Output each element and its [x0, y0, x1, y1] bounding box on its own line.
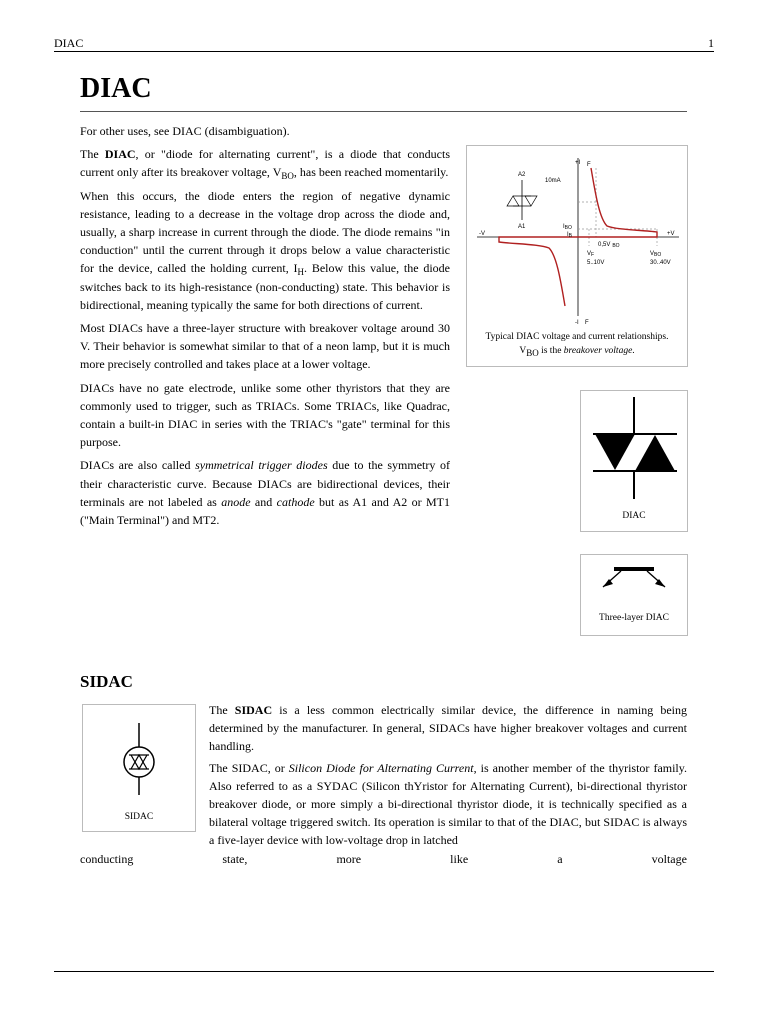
three-layer-diac-symbol [581, 555, 687, 605]
three-layer-diac-figure[interactable] [580, 554, 688, 636]
paragraph-gate: DIACs have no gate electrode, unlike some other thyristors that they are commonly used to trigger, such as TRIACs. Some TRIACs, like Quadrac, contain a built-in DIAC in series with the TRIAC's "gate" terminal for this purpose. [80, 380, 450, 450]
sidac-heading: SIDAC [80, 672, 133, 691]
label-minus-v: -V [479, 231, 485, 237]
label-plus-v: +V [667, 231, 675, 237]
label-10ma: 10mA [545, 178, 561, 184]
label-f-bottom: F [585, 320, 589, 324]
sidac-paragraph-2: The SIDAC, or Silicon Diode for Alternating Current, is another member of the thyristor family. Also referred to as a SYDAC (Silicon thYristor for Alternating Current), bi-directional thyristor breakover diode, or more simply a bi-directional thyristor diode, it is technically specified as a bilateral voltage triggered switch. Its operation is similar to that of the DIAC, but SIDAC is always a five-layer device with low-voltage drop in latched [209, 760, 687, 848]
diac-triangle-down [595, 434, 635, 470]
label-f-top: F [587, 162, 591, 168]
mini-diac-triangle [525, 196, 537, 206]
page-number: 1 [708, 36, 714, 50]
label-i-bo: IBO [563, 224, 572, 231]
label-v-bo-range: 30..40V [650, 260, 671, 266]
label-v-bo-small: 0,5V BO [598, 242, 620, 249]
paragraph-conduction: When this occurs, the diode enters the region of negative dynamic resistance, leading to a decrease in the voltage drop across the diode and, usually, a sharp increase in current through the diode. The diode remains "in conduction" until the current through it drops below a value characteristic for the device, called the holding current, $I_H$. Below this value, the diode switches back to its high-resistance (non-conducting) state. This behavior is bidirectional, meaning typically the same for both directions of current. [80, 188, 450, 312]
label-v-bo: VBO [650, 251, 662, 258]
sidac-symbol [83, 705, 195, 805]
label-i-b: IB [567, 232, 573, 239]
page-title: DIAC [80, 73, 152, 104]
intro-section [80, 122, 450, 534]
iv-curve-negative [499, 237, 578, 306]
sidac-circle [124, 747, 154, 777]
paragraph-symmetry: DIACs are also called symmetrical trigger diodes due to the symmetry of their characteristic curve. Because DIACs are bidirectional devices, their terminals are not labeled as anode and cathode but as A1 and A2 or MT1 ("Main Terminal") and MT2. [80, 458, 451, 528]
paragraph-definition: The DIAC, or "diode for alternating current", is a diode that conducts current only after its breakover voltage, $V_{BO}$, has been reached momentarily. [80, 147, 451, 182]
diac-triangle-up [635, 435, 675, 471]
diac-iv-figure[interactable] [466, 145, 688, 367]
running-header-title: DIAC [54, 36, 84, 50]
hatnote[interactable]: For other uses, see DIAC (disambiguation). [80, 124, 290, 138]
header-rule [54, 51, 714, 52]
sidac-paragraph-1: The SIDAC is a less common electrically similar device, the difference in naming being determined by the manufacturer. In general, SIDACs have higher breakover voltages and current handling. [209, 703, 688, 754]
mini-diac-triangle [507, 196, 519, 206]
label-minus-i: -I [575, 320, 579, 324]
label-plus-i: +I [575, 160, 581, 166]
sidac-caption: SIDAC [124, 812, 154, 822]
sidac-section [209, 701, 687, 853]
sidac-triangle [131, 755, 147, 769]
footer-rule [54, 971, 714, 972]
sidac-symbol-figure[interactable] [82, 704, 196, 832]
sidac-triangle-inverse [131, 755, 147, 769]
iv-curve-positive [578, 168, 657, 237]
paragraph-structure: Most DIACs have a three-layer structure with breakover voltage around 30 V. Their behavior is somewhat similar to that of a neon lamp, but it is much more precisely controlled and takes place at a lower voltage. [80, 321, 450, 372]
diac-caption: DIAC [622, 511, 646, 521]
iv-figure-caption: Typical DIAC voltage and current relationships. VBO is the breakover voltage. [485, 332, 669, 358]
iv-curve-diagram [467, 146, 687, 324]
sidac-paragraph-last-line: conducting state, more like a voltage [80, 852, 687, 866]
three-layer-caption: Three-layer DIAC [599, 613, 669, 623]
label-a1: A1 [518, 224, 526, 230]
label-v-f-range: 5..10V [587, 260, 605, 266]
title-rule [80, 111, 687, 112]
label-a2: A2 [518, 172, 526, 178]
diac-symbol-figure[interactable] [580, 390, 688, 532]
diac-symbol [581, 391, 687, 501]
label-v-f: VF [587, 251, 595, 258]
